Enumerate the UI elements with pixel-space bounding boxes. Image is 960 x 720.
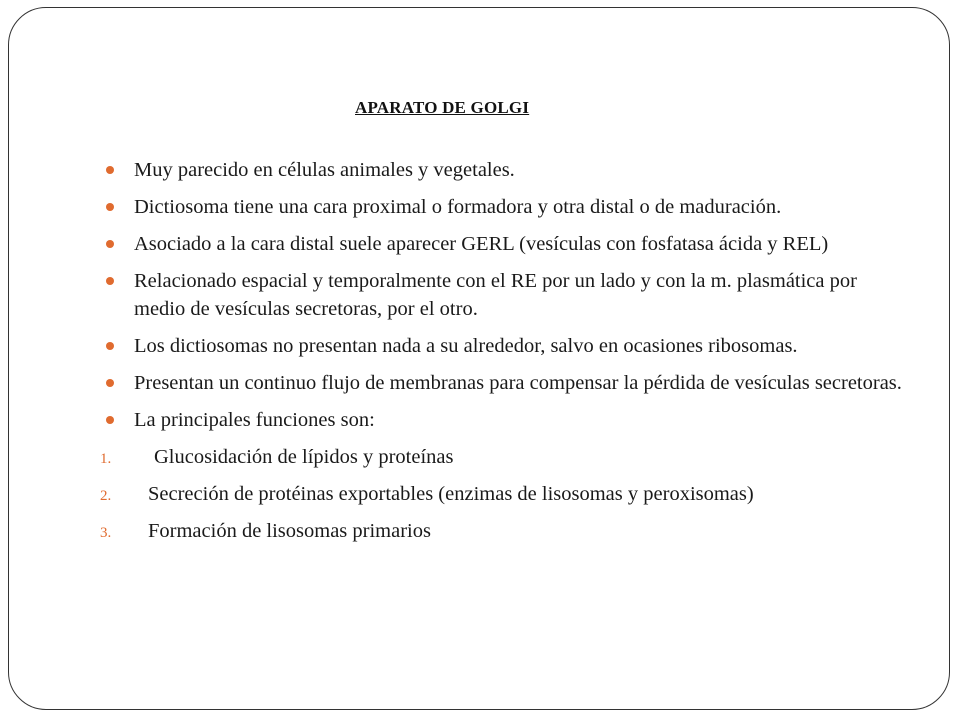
bullet-dot-icon bbox=[106, 166, 114, 174]
bullet-dot-icon bbox=[106, 379, 114, 387]
list-number: 1. bbox=[100, 451, 112, 467]
numbered-item bbox=[100, 443, 906, 471]
list-item bbox=[106, 332, 906, 360]
list-item-text: Relacionado espacial y temporalmente con el RE por un lado y con la m. plasmática por medio de vesículas secretoras, por el otro. bbox=[134, 270, 857, 320]
bullet-dot-icon bbox=[106, 240, 114, 248]
numbered-item bbox=[100, 517, 906, 545]
list-item-text: La principales funciones son: bbox=[134, 409, 375, 431]
slide-content bbox=[100, 156, 906, 554]
bullet-dot-icon bbox=[106, 342, 114, 350]
list-item-text: Muy parecido en células animales y vegetales. bbox=[134, 159, 515, 181]
bullet-dot-icon bbox=[106, 416, 114, 424]
list-item bbox=[106, 267, 906, 323]
list-number: 3. bbox=[100, 525, 112, 541]
page-title: APARATO DE GOLGI bbox=[355, 98, 530, 117]
bullet-dot-icon bbox=[106, 277, 114, 285]
list-item-text: Presentan un continuo flujo de membranas para compensar la pérdida de vesículas secretoras. bbox=[134, 372, 902, 394]
list-item bbox=[106, 193, 906, 221]
list-number: 2. bbox=[100, 488, 112, 504]
list-item bbox=[106, 230, 906, 258]
bullet-dot-icon bbox=[106, 203, 114, 211]
list-item bbox=[106, 156, 906, 184]
list-item-text: Dictiosoma tiene una cara proximal o formadora y otra distal o de maduración. bbox=[134, 196, 782, 218]
list-item-text: Asociado a la cara distal suele aparecer GERL (vesículas con fosfatasa ácida y REL) bbox=[134, 233, 829, 255]
list-item-text: Los dictiosomas no presentan nada a su alrededor, salvo en ocasiones ribosomas. bbox=[134, 335, 798, 357]
list-item bbox=[106, 369, 906, 397]
list-item bbox=[106, 406, 906, 434]
numbered-item-text: Glucosidación de lípidos y proteínas bbox=[154, 446, 454, 468]
numbered-item bbox=[100, 480, 906, 508]
numbered-item-text: Formación de lisosomas primarios bbox=[148, 520, 431, 542]
numbered-item-text: Secreción de protéinas exportables (enzimas de lisosomas y peroxisomas) bbox=[148, 483, 754, 505]
